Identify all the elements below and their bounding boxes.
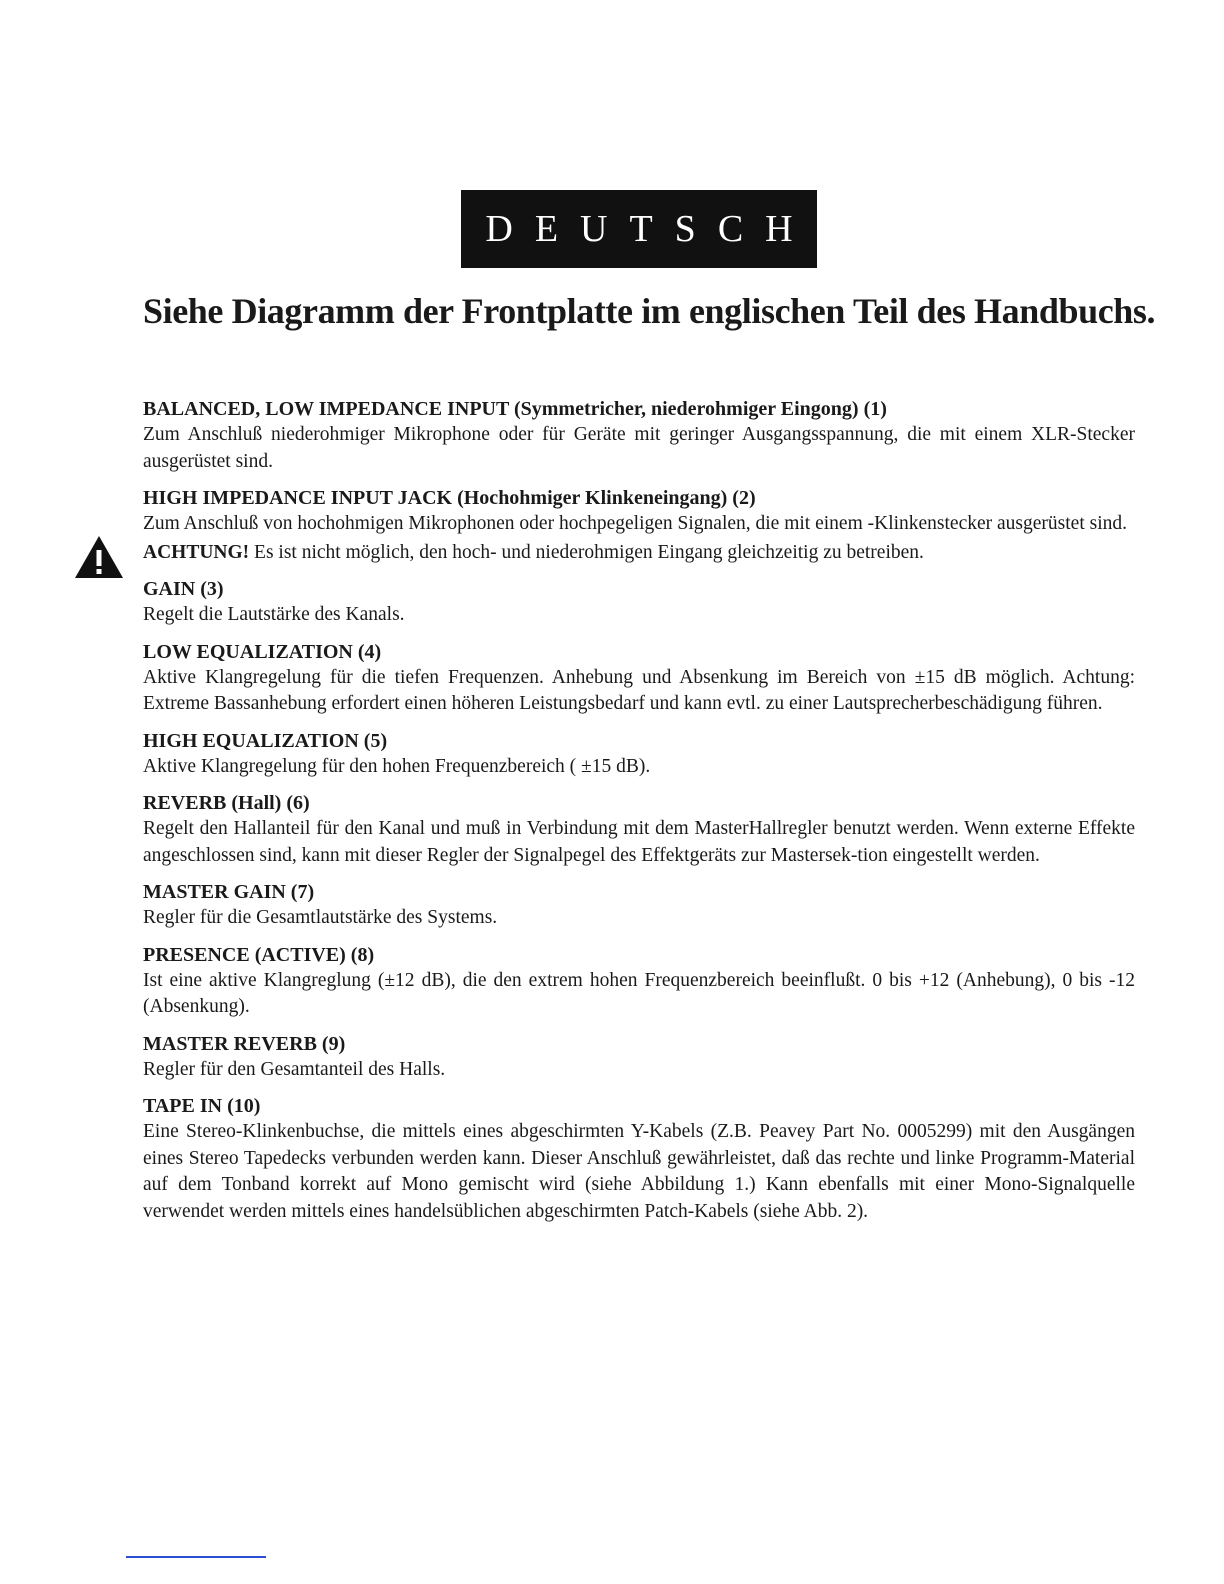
section-title: TAPE IN (10) xyxy=(143,1095,261,1117)
section-body: Aktive Klangregelung für die tiefen Frequenzen. Anhebung und Absenkung im Bereich von ±15 dB möglich. Achtung: Extreme Bassanhebung erfordert einen höheren Leistungsbedarf und kann evtl. zu einer Lautsprecherbeschädigung führen. xyxy=(143,666,1135,714)
section-body: Regler für die Gesamtlautstärke des Systems. xyxy=(143,907,498,928)
section-body: Zum Anschluß von hochohmigen Mikrophonen oder hochpegeligen Signalen, die mit einem -Klinkenstecker ausgerüstet sind. xyxy=(143,513,1127,534)
section-master-reverb xyxy=(143,1031,1135,1084)
section-body: Zum Anschluß niederohmiger Mikrophone oder für Geräte mit geringer Ausgangsspannung, die mit einem XLR-Stecker ausgerüstet sind. xyxy=(143,424,1135,472)
section-title: LOW EQUALIZATION (4) xyxy=(143,640,382,663)
section-master-gain xyxy=(143,879,1135,932)
section-high-eq xyxy=(143,728,1135,781)
page-title: Siehe Diagramm der Frontplatte im englischen Teil des Handbuchs. xyxy=(143,291,1156,331)
language-banner xyxy=(461,190,817,268)
section-title-sub: (Hochohmiger Klinkeneingang) (2) xyxy=(457,487,756,509)
section-body: Eine Stereo-Klinkenbuchse, die mittels eines abgeschirmten Y-Kabels (Z.B. Peavey Part No. 0005299) mit den Ausgängen eines Stereo Tapedecks verbunden werden kann. Dieser Anschluß gewährleistet, daß das rechte und linke Programm-Material auf dem Tonband korrekt auf Mono gemischt wird (siehe Abbildung 1.) Kann ebenfalls mit einer Mono-Signalquelle verwendet werden mittels eines handelsüblichen abgeschirmten Patch-Kabels (siehe Abb. 2). xyxy=(143,1121,1135,1222)
section-body: Regler für den Gesamtanteil des Halls. xyxy=(143,1058,446,1080)
section-balanced-input xyxy=(143,396,1135,475)
section-high-impedance-input xyxy=(143,485,1135,538)
section-title: MASTER GAIN (7) xyxy=(143,881,315,903)
section-title-sub: (Symmetricher, niederohmiger Eingong) (1) xyxy=(513,398,887,420)
section-title-main: HIGH IMPEDANCE INPUT JACK xyxy=(143,487,453,509)
section-title: GAIN (3) xyxy=(143,578,224,600)
footer-divider xyxy=(126,1556,266,1558)
section-title: HIGH EQUALIZATION (5) xyxy=(143,729,388,752)
control-descriptions xyxy=(143,396,1135,1235)
section-title xyxy=(143,396,1135,422)
warning-text: Es ist nicht möglich, den hoch- und niederohmigen Eingang gleichzeitig zu betreiben. xyxy=(254,541,924,563)
section-tape-in xyxy=(143,1093,1135,1225)
section-title: MASTER REVERB (9) xyxy=(143,1032,346,1055)
section-title xyxy=(143,485,1135,511)
section-body: Ist eine aktive Klangreglung (±12 dB), die den extrem hohen Frequenzbereich beeinflußt. 0 bis +12 (Anhebung), 0 bis -12 (Absenkung). xyxy=(143,969,1135,1017)
section-title: REVERB (Hall) (6) xyxy=(143,792,310,814)
language-banner-label: DEUTSCH xyxy=(485,208,815,250)
section-body: Regelt den Hallanteil für den Kanal und muß in Verbindung mit dem MasterHallregler benutzt werden. Wenn externe Effekte angeschlossen sind, kann mit dieser Regler der Signalpegel des Effektgeräts zur Mastersek-tion eingestellt werden. xyxy=(143,818,1135,866)
section-low-eq xyxy=(143,639,1135,718)
section-body: Regelt die Lautstärke des Kanals. xyxy=(143,604,405,625)
section-presence xyxy=(143,942,1135,1021)
section-reverb xyxy=(143,790,1135,869)
warning-triangle-icon xyxy=(73,534,125,580)
warning-note xyxy=(143,540,1135,567)
section-body: Aktive Klangregelung für den hohen Frequenzbereich ( ±15 dB). xyxy=(143,755,651,777)
warning-label: ACHTUNG! xyxy=(143,541,250,563)
section-gain xyxy=(143,576,1135,629)
section-title: PRESENCE (ACTIVE) (8) xyxy=(143,943,375,966)
section-title-main: BALANCED, LOW IMPEDANCE INPUT xyxy=(143,398,509,420)
